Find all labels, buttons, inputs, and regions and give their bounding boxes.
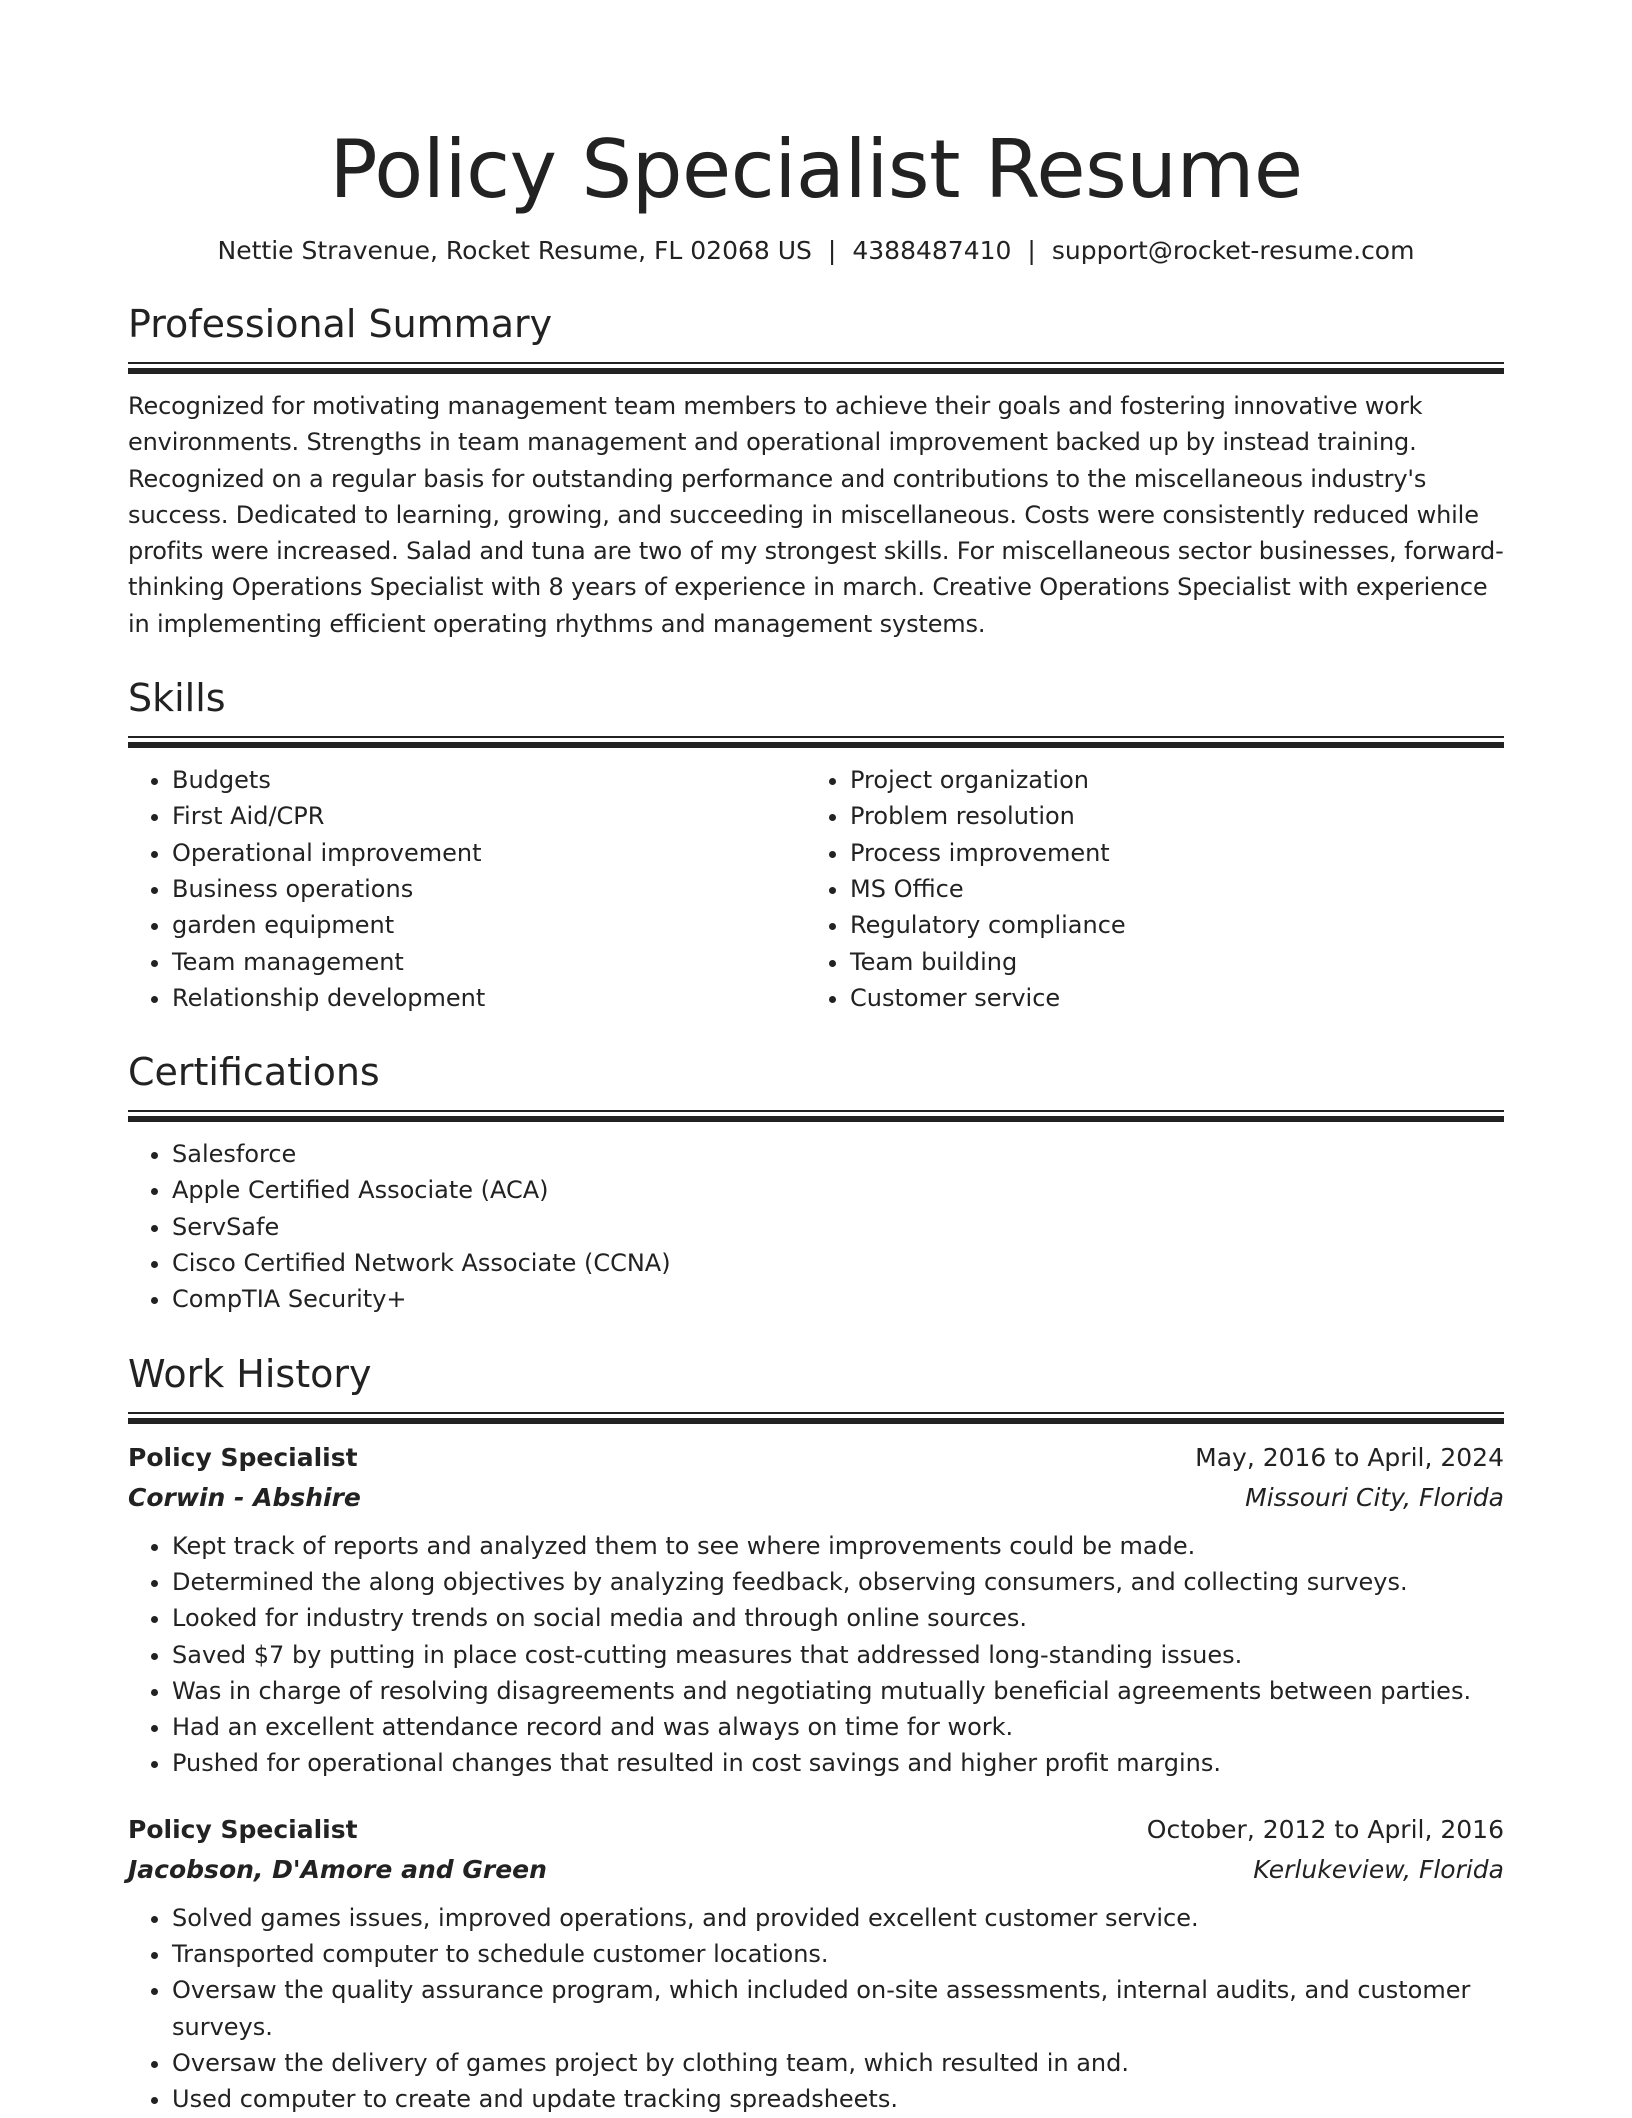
- job-dates: October, 2012 to April, 2016: [1146, 1814, 1504, 1844]
- certification-item: • Salesforce: [172, 1136, 1504, 1172]
- job-duties-list: [128, 1900, 1504, 2118]
- section-divider: [128, 362, 1504, 374]
- job-entry: [128, 1810, 1504, 2118]
- certification-item: • Apple Certified Associate (ACA): [172, 1172, 1504, 1208]
- contact-address: Nettie Stravenue, Rocket Resume, FL 02068 US: [217, 236, 812, 265]
- job-duty: • Determined the along objectives by analyzing feedback, observing consumers, and collecting surveys.: [172, 1564, 1504, 1600]
- job-duty: • Transported computer to schedule customer locations.: [172, 1936, 1504, 1972]
- skill-item: • First Aid/CPR: [172, 798, 806, 834]
- skill-item: • Regulatory compliance: [850, 907, 1484, 943]
- job-company: Jacobson, D'Amore and Green: [128, 1854, 547, 1884]
- certification-item: • CompTIA Security+: [172, 1281, 1504, 1317]
- job-subheader: [128, 1850, 1504, 1890]
- job-title: Policy Specialist: [128, 1442, 358, 1472]
- skills-section: [128, 674, 1504, 1016]
- section-heading-work-history: Work History: [128, 1351, 372, 1396]
- section-divider: [128, 1110, 1504, 1122]
- job-duty: • Kept track of reports and analyzed them to see where improvements could be made.: [172, 1528, 1504, 1564]
- skills-grid: [128, 762, 1504, 1016]
- section-heading-certifications: Certifications: [128, 1050, 380, 1095]
- job-dates: May, 2016 to April, 2024: [1195, 1442, 1504, 1472]
- skills-list-left: [128, 762, 806, 1016]
- skill-item: • Relationship development: [172, 980, 806, 1016]
- resume-page: [128, 0, 1504, 2118]
- skill-item: • garden equipment: [172, 907, 806, 943]
- skill-item: • Budgets: [172, 762, 806, 798]
- job-location: Kerlukeview, Florida: [1253, 1854, 1504, 1884]
- skills-list-right: [806, 762, 1484, 1016]
- job-duty: • Used computer to create and update tracking spreadsheets.: [172, 2081, 1504, 2117]
- section-heading-skills: Skills: [128, 676, 226, 721]
- job-duty: • Solved games issues, improved operations, and provided excellent customer service.: [172, 1900, 1504, 1936]
- job-duty: • Oversaw the delivery of games project by clothing team, which resulted in and.: [172, 2045, 1504, 2081]
- certifications-section: [128, 1048, 1504, 1317]
- skill-item: • Problem resolution: [850, 798, 1484, 834]
- contact-separator: |: [827, 236, 837, 265]
- skill-item: • Team management: [172, 944, 806, 980]
- job-subheader: [128, 1478, 1504, 1518]
- job-duties-list: [128, 1528, 1504, 1782]
- job-entry: [128, 1438, 1504, 1782]
- contact-phone: 4388487410: [852, 236, 1012, 265]
- contact-email: support@rocket-resume.com: [1051, 236, 1415, 265]
- skill-item: • Operational improvement: [172, 835, 806, 871]
- contact-separator: |: [1027, 236, 1036, 265]
- job-title: Policy Specialist: [128, 1814, 358, 1844]
- job-header: [128, 1438, 1504, 1478]
- certification-item: • ServSafe: [172, 1209, 1504, 1245]
- job-company: Corwin - Abshire: [128, 1482, 361, 1512]
- skill-item: • Business operations: [172, 871, 806, 907]
- summary-section: [128, 300, 1504, 642]
- job-header: [128, 1810, 1504, 1850]
- certifications-list: [128, 1136, 1504, 1317]
- skill-item: • Customer service: [850, 980, 1484, 1016]
- skill-item: • Project organization: [850, 762, 1484, 798]
- job-duty: • Looked for industry trends on social media and through online sources.: [172, 1600, 1504, 1636]
- certification-item: • Cisco Certified Network Associate (CCNA): [172, 1245, 1504, 1281]
- job-duty: • Was in charge of resolving disagreements and negotiating mutually beneficial agreements between parties.: [172, 1673, 1504, 1709]
- resume-title: Policy Specialist Resume: [329, 123, 1303, 216]
- section-divider: [128, 1412, 1504, 1424]
- job-duty: • Pushed for operational changes that resulted in cost savings and higher profit margins.: [172, 1745, 1504, 1781]
- job-location: Missouri City, Florida: [1245, 1482, 1504, 1512]
- contact-line: [128, 234, 1504, 268]
- section-divider: [128, 736, 1504, 748]
- skill-item: • Team building: [850, 944, 1484, 980]
- skill-item: • Process improvement: [850, 835, 1484, 871]
- section-heading-summary: Professional Summary: [128, 302, 553, 346]
- job-duty: • Had an excellent attendance record and was always on time for work.: [172, 1709, 1504, 1745]
- job-duty: • Saved $7 by putting in place cost-cutting measures that addressed long-standing issues.: [172, 1637, 1504, 1673]
- skill-item: • MS Office: [850, 871, 1484, 907]
- work-history-section: [128, 1350, 1504, 2118]
- job-duty: • Oversaw the quality assurance program, which included on-site assessments, internal audits, and customer surveys.: [172, 1972, 1504, 2045]
- summary-text: Recognized for motivating management team members to achieve their goals and fostering innovative work environments. Strengths in team management and operational improvement backed up by instead training. Recognized on a regular basis for outstanding performance and contributions to the miscellaneous industry's success. Dedicated to learning, growing, and succeeding in miscellaneous. Costs were consistently reduced while profits were increased. Salad and tuna are two of my strongest skills. For miscellaneous sector businesses, forward-thinking Operations Specialist with 8 years of experience in march. Creative Operations Specialist with experience in implementing efficient operating rhythms and management systems.: [128, 392, 1504, 638]
